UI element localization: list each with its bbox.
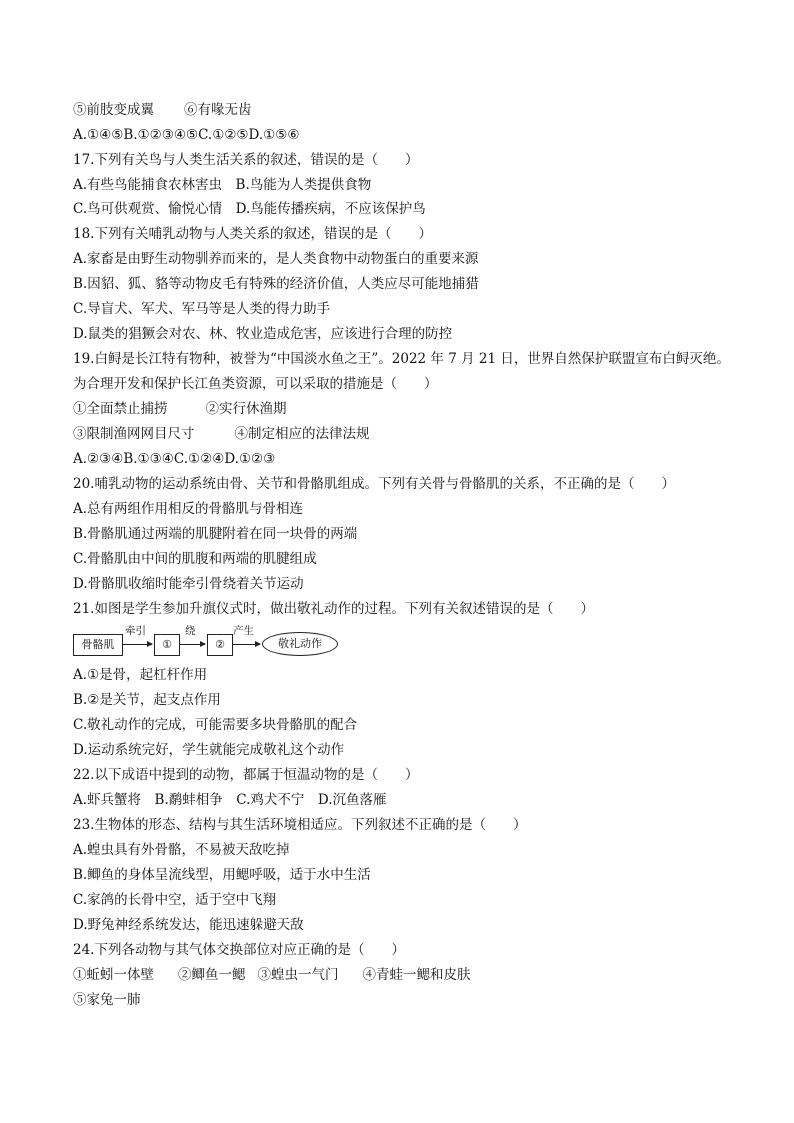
salute-ellipse: 敬礼动作 (262, 632, 338, 656)
option-line (73, 101, 252, 119)
node-1-box: ① (154, 634, 180, 656)
option-line: A.总有两组作用相反的骨骼肌与骨相连 (73, 501, 304, 517)
option-line: D.运动系统完好，学生就能完成敬礼这个动作 (73, 742, 345, 758)
question-24: 24.下列各动物与其气体交换部位对应正确的是（ ） (73, 942, 405, 958)
option-line (73, 425, 370, 443)
question-23: 23.生物体的形态、结构与其生活环境相适应。下列叙述不正确的是（ ） (73, 817, 527, 833)
option-line: B.因貂、狐、貉等动物皮毛有特殊的经济价值，人类应尽可能地捕猎 (73, 276, 479, 292)
option-text: ⑥有喙无齿 (184, 102, 252, 118)
option-line: A.①是骨，起杠杆作用 (73, 667, 208, 683)
option-line: C.骨骼肌由中间的肌腹和两端的肌腱组成 (73, 551, 317, 567)
question-19-cont: 为合理开发和保护长江鱼类资源，可以采取的措施是（ ） (73, 376, 438, 392)
option-line: B.鲫鱼的身体呈流线型，用鳃呼吸，适于水中生活 (73, 867, 371, 883)
option-text: ①蚯蚓一体壁 (73, 967, 154, 983)
option-line: C.鸟可供观赏、愉悦心情 D.鸟能传播疾病，不应该保护鸟 (73, 201, 426, 217)
option-text: ④制定相应的法律法规 (234, 426, 370, 442)
muscle-box: 骨骼肌 (73, 634, 123, 656)
option-text: ③限制渔网网目尺寸 (73, 426, 195, 442)
option-line: C.敬礼动作的完成，可能需要多块骨骼肌的配合 (73, 717, 358, 733)
option-line: C.家鸽的长骨中空，适于空中飞翔 (73, 892, 277, 908)
option-line: B.骨骼肌通过两端的肌腱附着在同一块骨的两端 (73, 526, 358, 542)
node-2-box: ② (207, 634, 233, 656)
answer-choices: A.②③④B.①③④C.①②④D.①②③ (73, 451, 276, 467)
option-line: B.②是关节，起支点作用 (73, 692, 221, 708)
arrow-icon (232, 644, 260, 645)
arrow-icon (122, 644, 152, 645)
option-line: A.虾兵蟹将 B.鹬蚌相争 C.鸡犬不宁 D.沉鱼落雁 (73, 792, 387, 808)
question-18: 18.下列有关哺乳动物与人类关系的叙述，错误的是（ ） (73, 226, 432, 242)
option-line: A.家畜是由野生动物驯养而来的，是人类食物中动物蛋白的重要来源 (73, 251, 479, 267)
option-text: ②鲫鱼一鳃 (178, 967, 246, 983)
pull-label: 牵引 (125, 625, 146, 637)
option-text: ②实行休渔期 (205, 401, 287, 417)
option-line (73, 400, 287, 418)
arrow-icon (179, 644, 205, 645)
question-20: 20.哺乳动物的运动系统由骨、关节和骨骼肌组成。下列有关骨与骨骼肌的关系，不正确的是（ ） (73, 476, 675, 492)
option-line: ⑤家兔一肺 (73, 992, 141, 1008)
produce-label: 产生 (233, 625, 254, 637)
option-line: A.蝗虫具有外骨骼，不易被天敌吃掉 (73, 842, 290, 858)
option-text: ①全面禁止捕捞 (73, 401, 168, 417)
around-label: 绕 (185, 625, 196, 637)
option-text: ⑤前肢变成翼 (73, 102, 154, 118)
movement-flow-diagram (73, 626, 343, 660)
option-line: C.导盲犬、军犬、军马等是人类的得力助手 (73, 301, 331, 317)
option-line: D.鼠类的猖獗会对农、林、牧业造成危害，应该进行合理的防控 (73, 326, 453, 342)
option-text: ③蝗虫一气门 (257, 967, 339, 983)
option-line: D.骨骼肌收缩时能牵引骨绕着关节运动 (73, 576, 304, 592)
question-21: 21.如图是学生参加升旗仪式时，做出敬礼动作的过程。下列有关叙述错误的是（ ） (73, 601, 594, 617)
answer-choices: A.①④⑤B.①②③④⑤C.①②⑤D.①⑤⑥ (73, 127, 300, 143)
option-line: A.有些鸟能捕食农林害虫 B.鸟能为人类提供食物 (73, 177, 372, 193)
option-line: D.野兔神经系统发达，能迅速躲避天敌 (73, 917, 304, 933)
option-line (73, 966, 471, 984)
question-19: 19.白鲟是长江特有物种，被誉为“中国淡水鱼之王”。2022 年 7 月 21 日，世界自然保护联盟宣布白鲟灭绝。 (73, 351, 730, 367)
question-22: 22.以下成语中提到的动物，都属于恒温动物的是（ ） (73, 767, 419, 783)
option-text: ④青蛙一鳃和皮肤 (362, 967, 471, 983)
question-17: 17.下列有关鸟与人类生活关系的叙述，错误的是（ ） (73, 152, 419, 168)
